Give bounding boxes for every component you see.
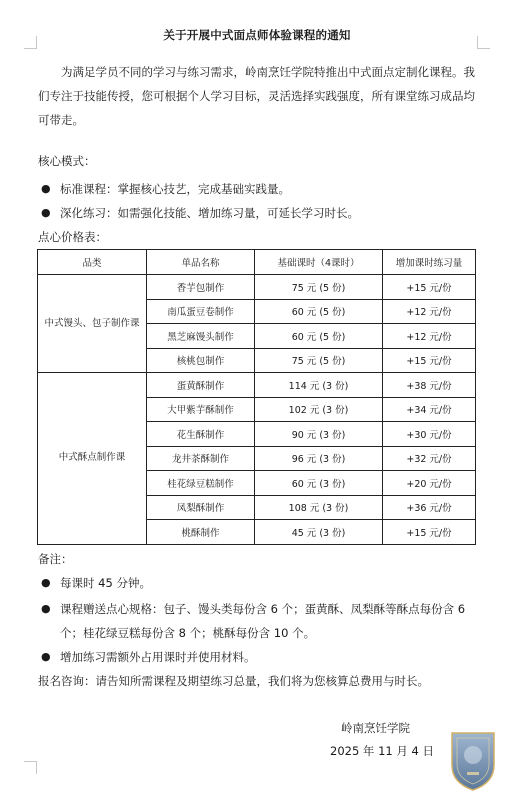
contact-paragraph: 报名咨询：请告知所需课程及期望练习总量，我们将为您核算总费用与时长。: [38, 674, 429, 688]
table-row: [38, 373, 476, 398]
note-text: 课程赠送点心规格：包子、馒头类每份含 6 个；蛋黄酥、凤梨酥等酥点每份含 6 个；桂花绿豆糕每份含 8 个；桃酥每份含 10 个。: [60, 602, 466, 640]
header-extra-price: 增加课时练习量: [383, 250, 476, 275]
extra-price-cell: +34 元/份: [383, 397, 476, 422]
core-item-text: 标准课程：掌握核心技艺，完成基础实践量。: [60, 182, 290, 196]
bullet-icon: ●: [41, 576, 51, 589]
base-price-cell: 90 元 (3 份): [255, 422, 383, 447]
item-name-cell: 香芋包制作: [147, 275, 255, 300]
extra-price-cell: +36 元/份: [383, 495, 476, 520]
academy-seal-icon: [448, 727, 498, 791]
extra-price-cell: +38 元/份: [383, 373, 476, 398]
note-item: [38, 571, 480, 595]
base-price-cell: 96 元 (3 份): [255, 446, 383, 471]
bullet-icon: ●: [41, 650, 51, 663]
item-name-cell: 花生酥制作: [147, 422, 255, 447]
header-base-price: 基础课时（4课时）: [255, 250, 383, 275]
item-name-cell: 核桃包制作: [147, 348, 255, 373]
core-item: [38, 177, 480, 201]
note-item: [38, 645, 480, 669]
header-category: 品类: [38, 250, 147, 275]
notes-label: 备注：: [38, 552, 73, 566]
bullet-icon: ●: [41, 206, 51, 219]
core-item-text: 深化练习：如需强化技能、增加练习量，可延长学习时长。: [60, 206, 359, 220]
base-price-cell: 108 元 (3 份): [255, 495, 383, 520]
note-item: [38, 597, 480, 645]
price-table: [37, 249, 476, 545]
base-price-cell: 60 元 (3 份): [255, 471, 383, 496]
signature-org: 岭南烹饪学院: [341, 721, 410, 735]
item-name-cell: 龙井茶酥制作: [147, 446, 255, 471]
note-bullet-row: [38, 645, 480, 669]
base-price-cell: 114 元 (3 份): [255, 373, 383, 398]
item-name-cell: 桂花绿豆糕制作: [147, 471, 255, 496]
header-item-name: 单品名称: [147, 250, 255, 275]
item-name-cell: 大甲紫芋酥制作: [147, 397, 255, 422]
intro-paragraph: 为满足学员不同的学习与练习需求，岭南烹饪学院特推出中式面点定制化课程。我们专注于技能传授，您可根据个人学习目标，灵活选择实践强度，所有课堂练习成品均可带走。: [38, 65, 475, 127]
crop-mark-bottom-left: [24, 761, 37, 774]
bullet-icon: ●: [41, 602, 51, 615]
note-bullet-row: [38, 597, 480, 645]
signature-date: 2025 年 11 月 4 日: [330, 744, 434, 758]
base-price-cell: 75 元 (5 份): [255, 348, 383, 373]
base-price-cell: 102 元 (3 份): [255, 397, 383, 422]
core-item: [38, 201, 480, 225]
extra-price-cell: +20 元/份: [383, 471, 476, 496]
category-cell: 中式馒头、包子制作课: [38, 275, 147, 373]
note-text: 增加练习需额外占用课时并使用材料。: [60, 650, 256, 664]
item-name-cell: 南瓜蛋豆卷制作: [147, 299, 255, 324]
extra-price-cell: +12 元/份: [383, 299, 476, 324]
extra-price-cell: +15 元/份: [383, 520, 476, 545]
extra-price-cell: +15 元/份: [383, 348, 476, 373]
category-cell: 中式酥点制作课: [38, 373, 147, 545]
base-price-cell: 60 元 (5 份): [255, 299, 383, 324]
item-name-cell: 黑芝麻馒头制作: [147, 324, 255, 349]
item-name-cell: 凤梨酥制作: [147, 495, 255, 520]
table-header-row: [38, 250, 476, 275]
table-row: [38, 275, 476, 300]
bullet-icon: ●: [41, 182, 51, 195]
item-name-cell: 蛋黄酥制作: [147, 373, 255, 398]
base-price-cell: 75 元 (5 份): [255, 275, 383, 300]
extra-price-cell: +12 元/份: [383, 324, 476, 349]
base-price-cell: 45 元 (3 份): [255, 520, 383, 545]
extra-price-cell: +30 元/份: [383, 422, 476, 447]
page-title: 关于开展中式面点师体验课程的通知: [163, 28, 351, 42]
note-bullet-row: [38, 571, 480, 595]
extra-price-cell: +15 元/份: [383, 275, 476, 300]
item-name-cell: 桃酥制作: [147, 520, 255, 545]
base-price-cell: 60 元 (5 份): [255, 324, 383, 349]
core-mode-label: 核心模式：: [38, 154, 96, 168]
note-text: 每课时 45 分钟。: [60, 576, 151, 590]
extra-price-cell: +32 元/份: [383, 446, 476, 471]
price-table-label: 点心价格表：: [38, 230, 107, 244]
